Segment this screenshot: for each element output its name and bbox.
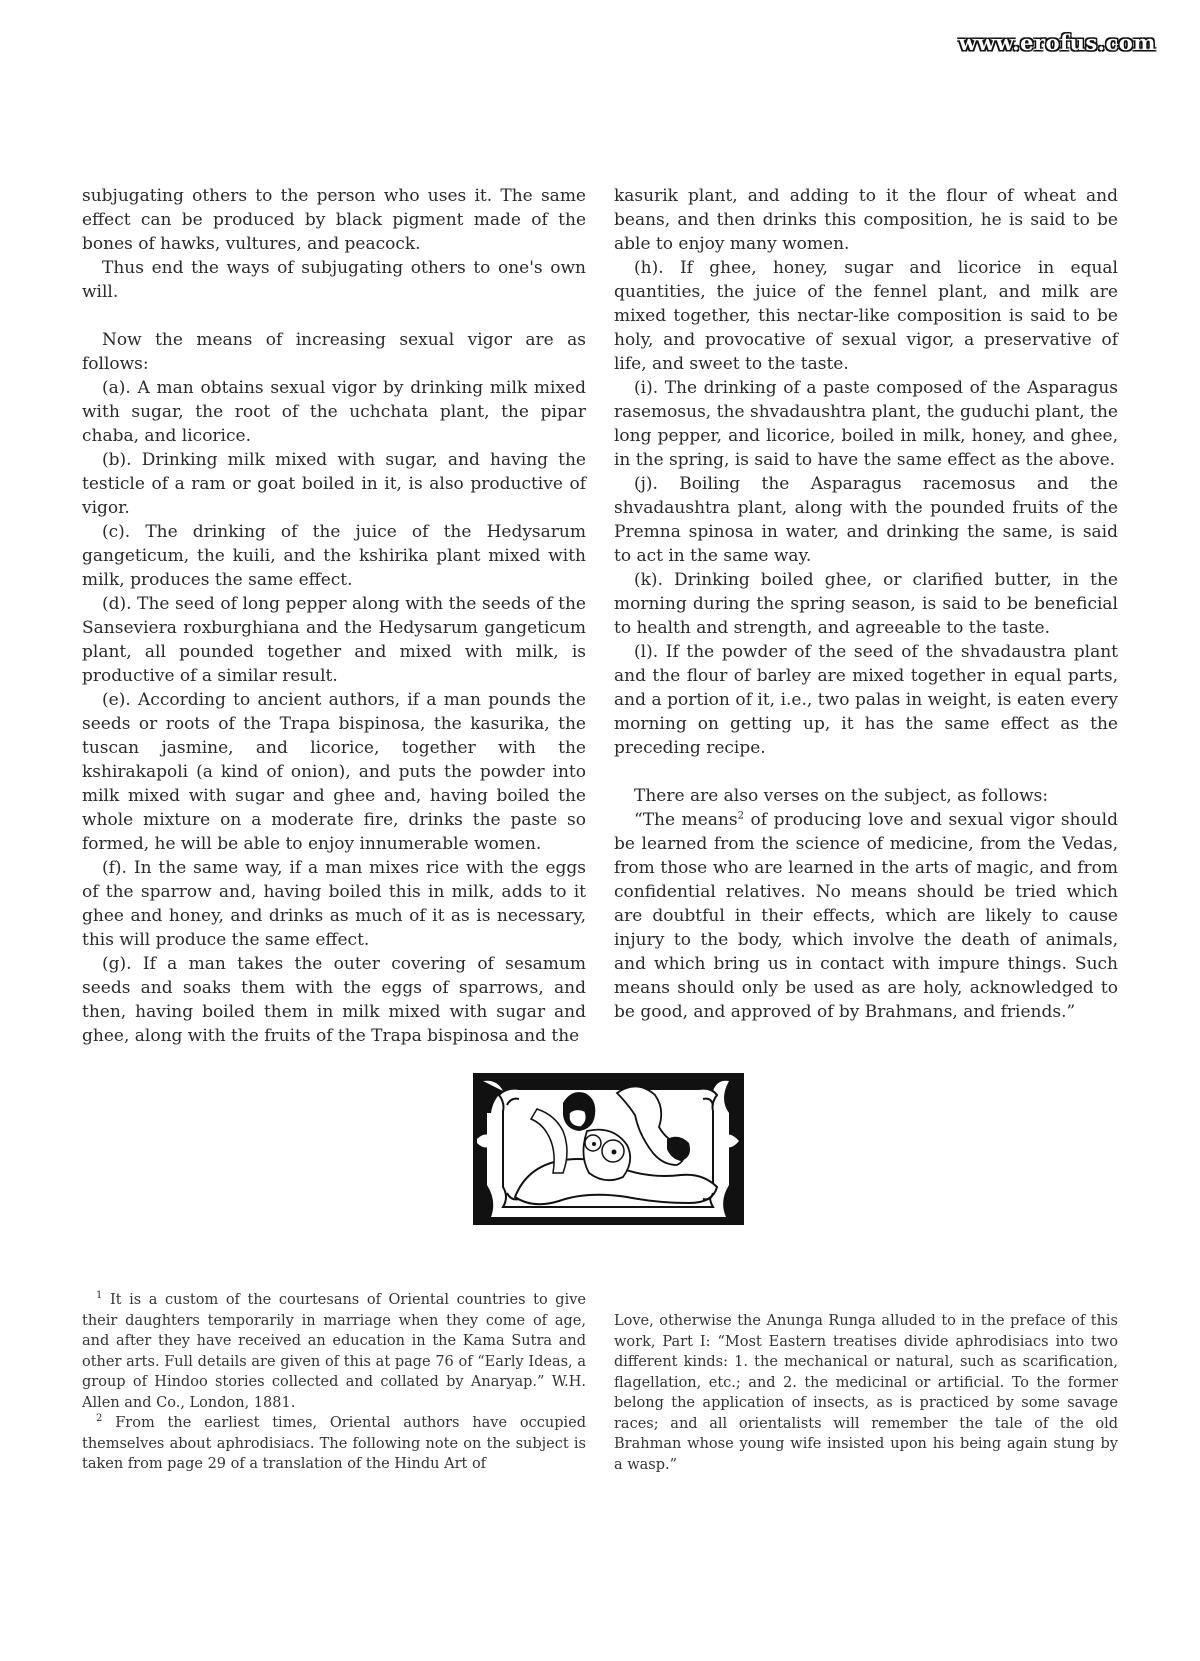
paragraph: (c). The drinking of the juice of the Hedysarum gangeticum, the kuili, and the kshirika plant mixed with milk, produces the same effect. (82, 522, 586, 590)
right-column (614, 184, 1118, 1024)
footnote-text: From the earliest times, Oriental authors have occupied themselves about aphrodisiacs. The following note on the subject is taken from page 29 of a translation of the Hindu Art of (82, 1415, 586, 1472)
paragraph: (a). A man obtains sexual vigor by drinking milk mixed with sugar, the root of the uchchata plant, the pipar chaba, and licorice. (82, 378, 586, 446)
footnotes-left (82, 1290, 586, 1475)
paragraph: kasurik plant, and adding to it the flour of wheat and beans, and then drinks this composition, he is said to be able to enjoy many women. (614, 186, 1118, 254)
watermark: www.erofus.com (958, 30, 1156, 55)
paragraph: (k). Drinking boiled ghee, or clarified butter, in the morning during the spring season, is said to be beneficial to health and strength, and agreeable to the taste. (614, 570, 1118, 638)
paragraph: (h). If ghee, honey, sugar and licorice in equal quantities, the juice of the fennel plant, and milk are mixed together, this nectar-like composition is said to be holy, and provocative of sexual vigor, a preservative of life, and sweet to the taste. (614, 258, 1118, 374)
illustration (467, 1069, 750, 1229)
paragraph: Now the means of increasing sexual vigor are as follows: (82, 330, 586, 374)
footnote-mark: 2 (96, 1413, 103, 1425)
footnote-ref-2[interactable]: 2 (737, 810, 744, 822)
paragraph: There are also verses on the subject, as follows: (634, 786, 1049, 806)
paragraph: (l). If the powder of the seed of the shvadaustra plant and the flour of barley are mixed together in equal parts, and a portion of it, i.e., two palas in weight, is eaten every morning on getting up, it has the same effect as the preceding recipe. (614, 642, 1118, 758)
paragraph: subjugating others to the person who uses it. The same effect can be produced by black pigment made of the bones of hawks, vultures, and peacock. (82, 186, 586, 254)
paragraph: (b). Drinking milk mixed with sugar, and having the testicle of a ram or goat boiled in it, is also productive of vigor. (82, 450, 586, 518)
paragraph: (j). Boiling the Asparagus racemosus and the shvadaushtra plant, along with the pounded fruits of the Premna spinosa in water, and drinking the same, is said to act in the same way. (614, 474, 1118, 566)
paragraph: (e). According to ancient authors, if a man pounds the seeds or roots of the Trapa bispinosa, the kasurika, the tuscan jasmine, and licorice, together with the kshirakapoli (a kind of onion), and puts the powder into milk mixed with sugar and ghee and, having boiled the whole mixture on a moderate fire, drinks the paste so formed, he will be able to enjoy innumerable women. (82, 690, 586, 854)
paragraph: Thus end the ways of subjugating others to one's own will. (82, 258, 586, 302)
footnote-2-continued: Love, otherwise the Anunga Runga alluded to in the preface of this work, Part I: “Most Eastern treatises divide aphrodisiacs into two different kinds: 1. the mechanical or natural, such as scarification, flagellation, etc.; and 2. the medicinal or artificial. To the former belong the application of insects, as is practiced by some savage races; and all orientalists will remember the tale of the old Brahman whose young wife insisted upon his being again stung by a wasp.” (614, 1313, 1118, 1473)
footnote-text: It is a custom of the courtesans of Oriental countries to give their daughters temporarily in marriage when they come of age, and after they have received an education in the Kama Sutra and other arts. Full details are given of this at page 76 of “Early Ideas, a group of Hindoo stories collected and collated by Anaryap.” W.H. Allen and Co., London, 1881. (82, 1292, 586, 1411)
paragraph (614, 808, 1118, 1024)
footnote-1 (82, 1290, 586, 1413)
quote-body: of producing love and sexual vigor should be learned from the science of medicine, from the Vedas, from those who are learned in the arts of magic, and from confidential relatives. No means should be tried which are doubtful in their effects, which are likely to cause injury to the body, which involve the death of animals, and which bring us in contact with impure things. Such means should only be used as are holy, acknowledged to be good, and approved of by Brahmans, and friends.” (614, 810, 1119, 1022)
footnotes-right (614, 1311, 1118, 1475)
left-column (82, 184, 586, 1048)
paragraph: (d). The seed of long pepper along with the seeds of the Sanseviera roxburghiana and the Hedysarum gangeticum plant, all pounded together and mixed with milk, is productive of a similar result. (82, 594, 586, 686)
paragraph: (g). If a man takes the outer covering of sesamum seeds and soaks them with the eggs of sparrows, and then, having boiled them in milk mixed with sugar and ghee, along with the fruits of the Trapa bispinosa and the (82, 954, 586, 1046)
paragraph: (f). In the same way, if a man mixes rice with the eggs of the sparrow and, having boiled this in milk, adds to it ghee and honey, and drinks as much of it as is necessary, this will produce the same effect. (82, 858, 586, 950)
footnote-mark: 1 (96, 1290, 103, 1302)
quote-start: “The means (634, 810, 738, 830)
footnote-2 (82, 1413, 586, 1475)
paragraph: (i). The drinking of a paste composed of the Asparagus rasemosus, the shvadaushtra plant, the guduchi plant, the long pepper, and licorice, boiled in milk, honey, and ghee, in the spring, is said to have the same effect as the above. (614, 378, 1118, 470)
